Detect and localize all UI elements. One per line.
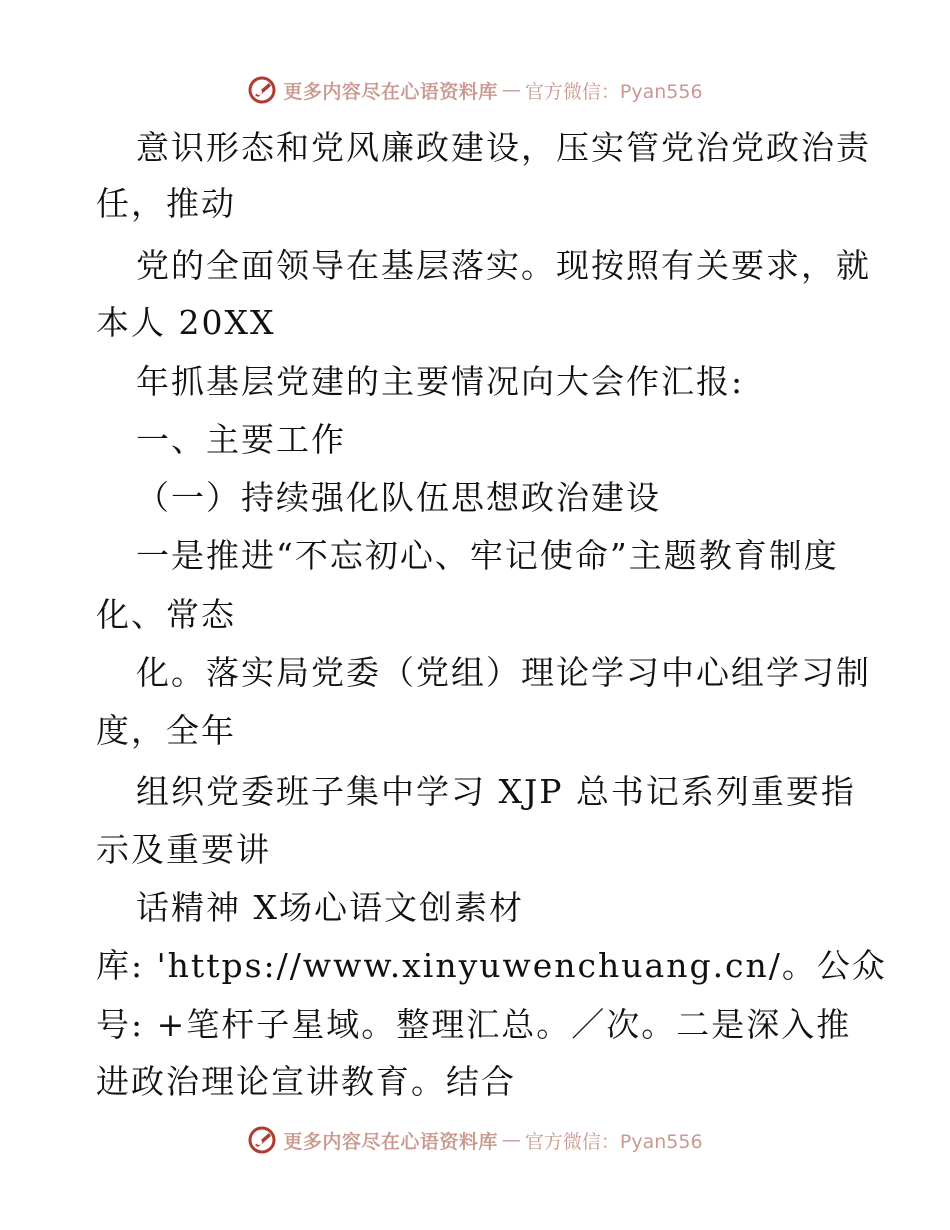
body-line: 化、常态 [96, 595, 236, 634]
body-line: 组织党委班子集中学习 XJP 总书记系列重要指 [136, 772, 856, 811]
body-line: 年抓基层党建的主要情况向大会作汇报: [136, 362, 745, 401]
logo-icon [247, 1125, 277, 1155]
body-line: 化。落实局党委（党组）理论学习中心组学习制 [136, 653, 871, 692]
subsection-heading: （一）持续强化队伍思想政治建设 [136, 478, 661, 517]
watermark-wechat-text: 官方微信：Pyan556 [524, 80, 703, 103]
section-heading: 一、主要工作 [136, 420, 346, 459]
watermark-main-text: 更多内容尽在心语资料库 [283, 1130, 498, 1153]
body-line: 党的全面领导在基层落实。现按照有关要求，就 [136, 246, 871, 285]
body-line: 本人 20XX [96, 303, 276, 342]
body-line: 一是推进“不忘初心、牢记使命”主题教育制度 [136, 536, 839, 575]
logo-icon [247, 75, 277, 105]
footer-watermark-banner [0, 1120, 950, 1160]
body-line: 进政治理论宣讲教育。结合 [96, 1062, 516, 1101]
watermark-separator: — [501, 79, 521, 101]
body-line: 意识形态和党风廉政建设，压实管党治党政治责 [136, 128, 871, 167]
watermark-separator: — [501, 1129, 521, 1151]
body-line: 话精神 X场心语文创素材 [136, 888, 524, 927]
header-watermark-banner [0, 70, 950, 110]
watermark-main-text: 更多内容尽在心语资料库 [283, 80, 498, 103]
body-line: 度，全年 [96, 711, 236, 750]
body-line: 号: +笔杆子星域。整理汇总。／次。二是深入推 [96, 1005, 852, 1044]
body-line: 库: 'https://www.xinyuwenchuang.cn/。公众 [96, 946, 887, 985]
watermark-wechat-text: 官方微信：Pyan556 [524, 1130, 703, 1153]
body-line: 示及重要讲 [96, 830, 271, 869]
body-line: 任，推动 [96, 184, 236, 223]
